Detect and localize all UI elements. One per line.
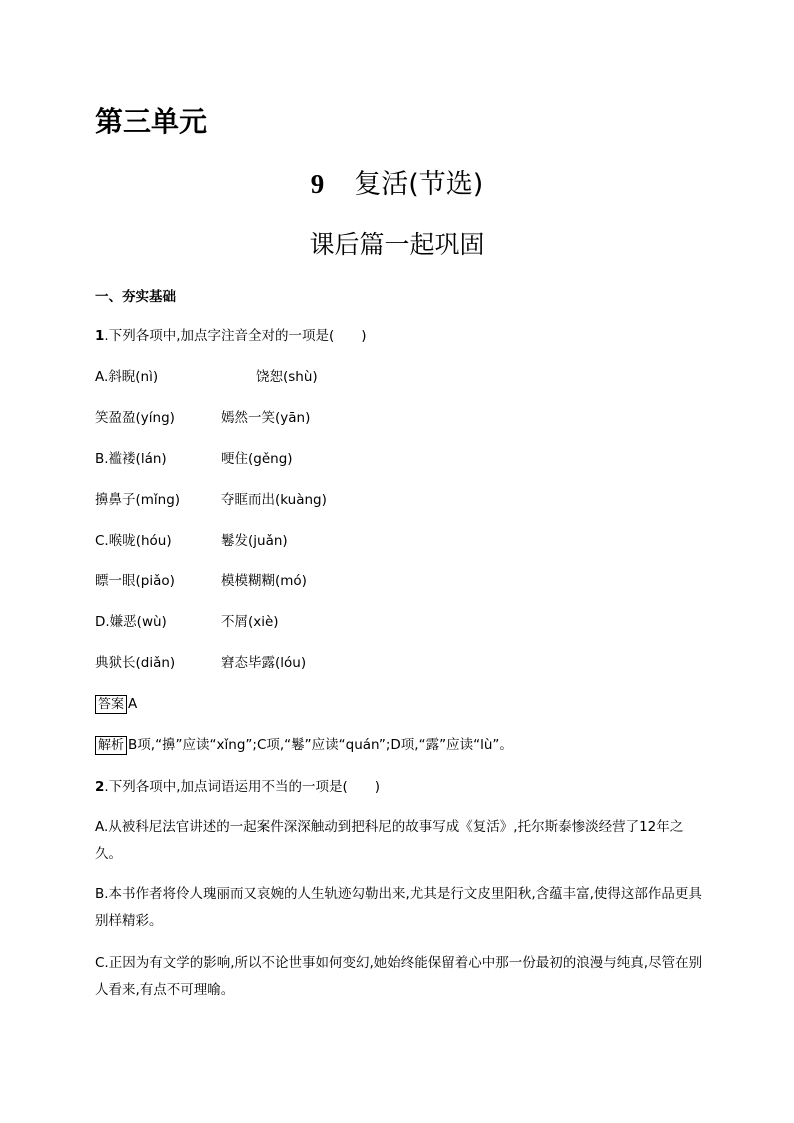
- option-item: 窘态毕露(lóu): [221, 655, 307, 671]
- option-item: 典狱长(diǎn): [95, 655, 176, 671]
- option-item: 模模糊糊(mó): [221, 573, 307, 589]
- option-item: C.喉咙(hóu): [95, 533, 172, 549]
- option-item: 擤鼻子(mǐng): [95, 492, 181, 508]
- analysis-label: 解析: [95, 736, 127, 755]
- section-heading: 一、夯实基础: [95, 289, 176, 305]
- option-row: [95, 408, 311, 428]
- option-item: 笑盈盈(yíng): [95, 410, 175, 426]
- question-text: .下列各项中,加点字注音全对的一项是( ): [104, 328, 367, 344]
- option-row: [95, 367, 318, 387]
- option-item: 哽住(gěng): [221, 451, 293, 467]
- option-paragraph: C.正因为有文学的影响,所以不论世事如何变幻,她始终能保留着心中那一份最初的浪漫与纯真,尽管在别人看来,有点不可理喻。: [95, 955, 703, 998]
- lesson-number: 9: [310, 169, 325, 199]
- option-row: [95, 612, 279, 632]
- option-row: [95, 490, 327, 510]
- answer-label: 答案: [95, 695, 127, 714]
- option-item: 饶恕(shù): [256, 369, 318, 385]
- question-number: 1: [95, 328, 105, 344]
- question-number: 2: [95, 779, 105, 795]
- unit-title: 第三单元: [95, 105, 208, 138]
- option-row: [95, 653, 307, 673]
- question-text: .下列各项中,加点词语运用不当的一项是( ): [104, 779, 381, 795]
- question-1-stem: [95, 326, 367, 346]
- lesson-title: [0, 166, 794, 203]
- question-2-stem: [95, 777, 380, 797]
- option-row: [95, 571, 307, 591]
- option-paragraph: A.从被科尼法官讲述的一起案件深深触动到把科尼的故事写成《复活》,托尔斯泰惨淡经营了12年之久。: [95, 819, 684, 862]
- lesson-name: 复活(节选): [354, 169, 484, 200]
- option-item: 嫣然一笑(yān): [221, 410, 311, 426]
- option-item: 夺眶而出(kuàng): [221, 492, 327, 508]
- option-item: 鬈发(juǎn): [221, 533, 288, 549]
- option-item: A.斜睨(nì): [95, 369, 159, 385]
- analysis-row: [95, 735, 513, 755]
- section-subtitle: 课后篇一起巩固: [309, 230, 485, 259]
- option-item: D.嫌恶(wù): [95, 614, 167, 630]
- option-item: 瞟一眼(piǎo): [95, 573, 175, 589]
- option-row: [95, 449, 293, 469]
- option-row: [95, 531, 288, 551]
- option-item: B.褴褛(lán): [95, 451, 167, 467]
- answer-value: A: [128, 696, 138, 712]
- answer-row: [95, 694, 137, 714]
- analysis-text: B项,“擤”应读“xǐng”;C项,“鬈”应读“quán”;D项,“露”应读“lù”。: [128, 737, 513, 753]
- option-paragraph: B.本书作者将伶人瑰丽而又哀婉的人生轨迹勾勒出来,尤其是行文皮里阳秋,含蕴丰富,使得这部作品更具别样精彩。: [95, 886, 702, 929]
- option-item: 不屑(xiè): [221, 614, 279, 630]
